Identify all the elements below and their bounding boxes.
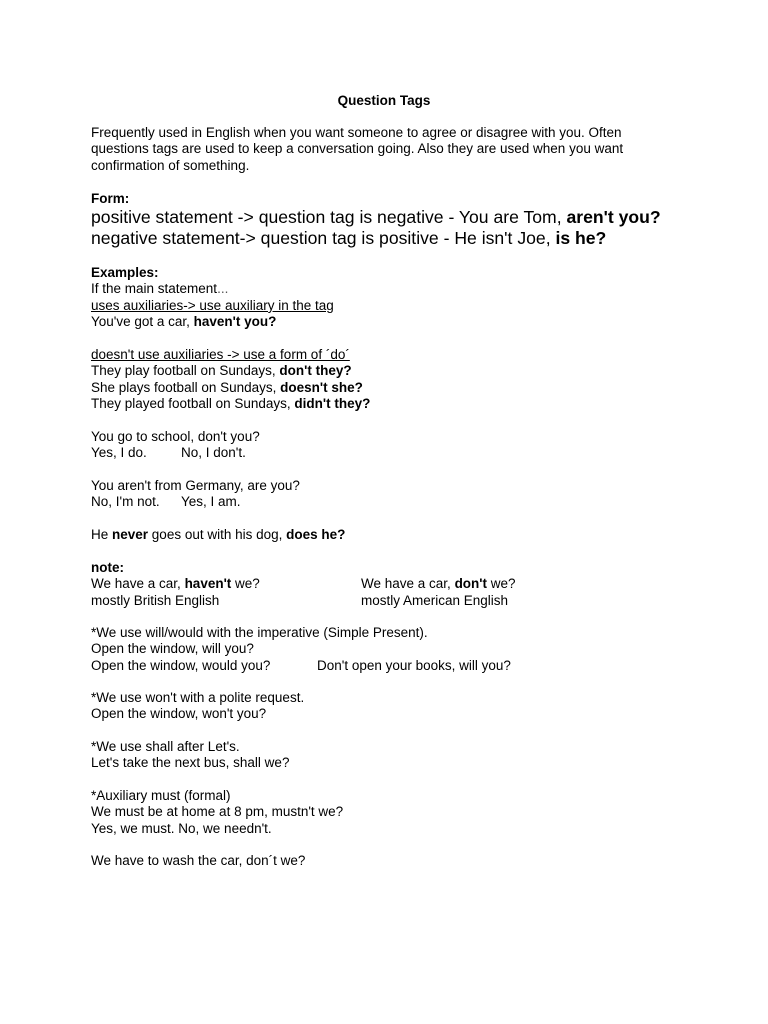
note-heading-text: note: bbox=[91, 560, 124, 575]
noaux-example bbox=[91, 380, 691, 396]
form-heading bbox=[91, 191, 691, 207]
note-section bbox=[91, 560, 691, 609]
shall-rule: *We use shall after Let's. bbox=[91, 739, 240, 754]
title-text: Question Tags bbox=[337, 93, 431, 108]
shall-section bbox=[91, 739, 691, 772]
must-answer: Yes, we must. No, we needn't. bbox=[91, 820, 272, 836]
school-answers bbox=[91, 445, 691, 461]
form-positive-text: positive statement -> question tag is negative - You are Tom, bbox=[91, 207, 567, 227]
school-question: You go to school, don't you? bbox=[91, 429, 260, 444]
imperative-rule: *We use will/would with the imperative (Simple Present). bbox=[91, 625, 428, 640]
page-title bbox=[0, 93, 768, 108]
germany-no: No, I'm not. bbox=[91, 494, 160, 510]
must-section bbox=[91, 788, 691, 837]
british-pre: We have a car, bbox=[91, 576, 185, 592]
noaux-example bbox=[91, 363, 691, 379]
intro-paragraph bbox=[91, 125, 691, 174]
american-pre: We have a car, bbox=[361, 576, 455, 592]
intro-line: questions tags are used to keep a conversation going. Also they are used when you want bbox=[91, 141, 624, 157]
imperative-example: Open the window, would you? bbox=[91, 657, 271, 673]
polite-rule: *We use won't with a polite request. bbox=[91, 690, 305, 705]
never-example bbox=[91, 527, 691, 543]
germany-question: You aren't from Germany, are you? bbox=[91, 478, 300, 493]
germany-answers bbox=[91, 494, 691, 510]
imperative-example-negative: Don't open your books, will you? bbox=[317, 657, 511, 673]
aux-rule-text: uses auxiliaries-> use auxiliary in the tag bbox=[91, 297, 334, 313]
noaux-section bbox=[91, 347, 691, 413]
never-word: never bbox=[112, 527, 149, 542]
noaux-example-text: She plays football on Sundays, bbox=[91, 379, 281, 395]
examples-heading-text: Examples: bbox=[91, 265, 159, 280]
aux-example-text: You've got a car, bbox=[91, 314, 194, 330]
polite-example: Open the window, won't you? bbox=[91, 706, 267, 722]
noaux-example-tag: don't they? bbox=[279, 363, 352, 379]
haveto-example: We have to wash the car, don´t we? bbox=[91, 853, 306, 868]
british-label: mostly British English bbox=[91, 592, 220, 608]
form-negative-rule bbox=[91, 228, 691, 249]
must-example: We must be at home at 8 pm, mustn't we? bbox=[91, 804, 344, 820]
examples-intro bbox=[91, 281, 691, 297]
never-section bbox=[91, 527, 691, 543]
noaux-example bbox=[91, 396, 691, 412]
examples-intro-ellipsis: ... bbox=[217, 281, 229, 297]
germany-section bbox=[91, 478, 691, 511]
noaux-rule bbox=[91, 347, 691, 363]
note-labels bbox=[91, 593, 691, 609]
form-negative-text: negative statement-> question tag is positive - He isn't Joe, bbox=[91, 228, 556, 248]
form-heading-text: Form: bbox=[91, 191, 130, 206]
noaux-example-tag: doesn't she? bbox=[280, 379, 363, 395]
british-bold: haven't bbox=[184, 576, 232, 592]
note-heading bbox=[91, 560, 691, 576]
form-positive-rule bbox=[91, 207, 691, 228]
american-label: mostly American English bbox=[361, 592, 509, 608]
haveto-section bbox=[91, 853, 691, 869]
examples-intro-text: If the main statement bbox=[91, 281, 218, 297]
shall-example: Let's take the next bus, shall we? bbox=[91, 755, 290, 771]
noaux-example-tag: didn't they? bbox=[294, 396, 371, 412]
intro-line: confirmation of something. bbox=[91, 157, 250, 173]
form-negative-tag: is he? bbox=[555, 228, 607, 248]
note-examples bbox=[91, 576, 691, 592]
examples-section bbox=[91, 265, 691, 331]
form-section bbox=[91, 191, 691, 207]
imperative-section bbox=[91, 625, 691, 674]
noaux-example-text: They play football on Sundays, bbox=[91, 363, 280, 379]
never-pre: He bbox=[91, 527, 113, 542]
germany-yes: Yes, I am. bbox=[181, 494, 241, 510]
never-tag: does he? bbox=[286, 527, 346, 542]
polite-section bbox=[91, 690, 691, 723]
form-positive-tag: aren't you? bbox=[566, 207, 661, 227]
aux-example bbox=[91, 314, 691, 330]
american-post: we? bbox=[487, 576, 516, 592]
noaux-example-text: They played football on Sundays, bbox=[91, 396, 295, 412]
examples-heading bbox=[91, 265, 691, 281]
imperative-example: Open the window, will you? bbox=[91, 641, 254, 657]
school-section bbox=[91, 429, 691, 462]
american-example bbox=[361, 576, 516, 592]
american-bold: don't bbox=[454, 576, 488, 592]
british-example bbox=[91, 576, 260, 591]
must-rule: *Auxiliary must (formal) bbox=[91, 788, 231, 803]
form-rules bbox=[91, 207, 691, 249]
school-yes: Yes, I do. bbox=[91, 445, 147, 461]
aux-rule bbox=[91, 298, 691, 314]
british-post: we? bbox=[231, 576, 260, 592]
never-mid: goes out with his dog, bbox=[148, 527, 287, 542]
aux-example-tag: haven't you? bbox=[193, 314, 277, 330]
noaux-rule-text: doesn't use auxiliaries -> use a form of ´do´ bbox=[91, 347, 350, 362]
school-no: No, I don't. bbox=[181, 445, 246, 461]
imperative-examples-row bbox=[91, 658, 691, 674]
intro-line: Frequently used in English when you want someone to agree or disagree with you. Often bbox=[91, 125, 622, 140]
